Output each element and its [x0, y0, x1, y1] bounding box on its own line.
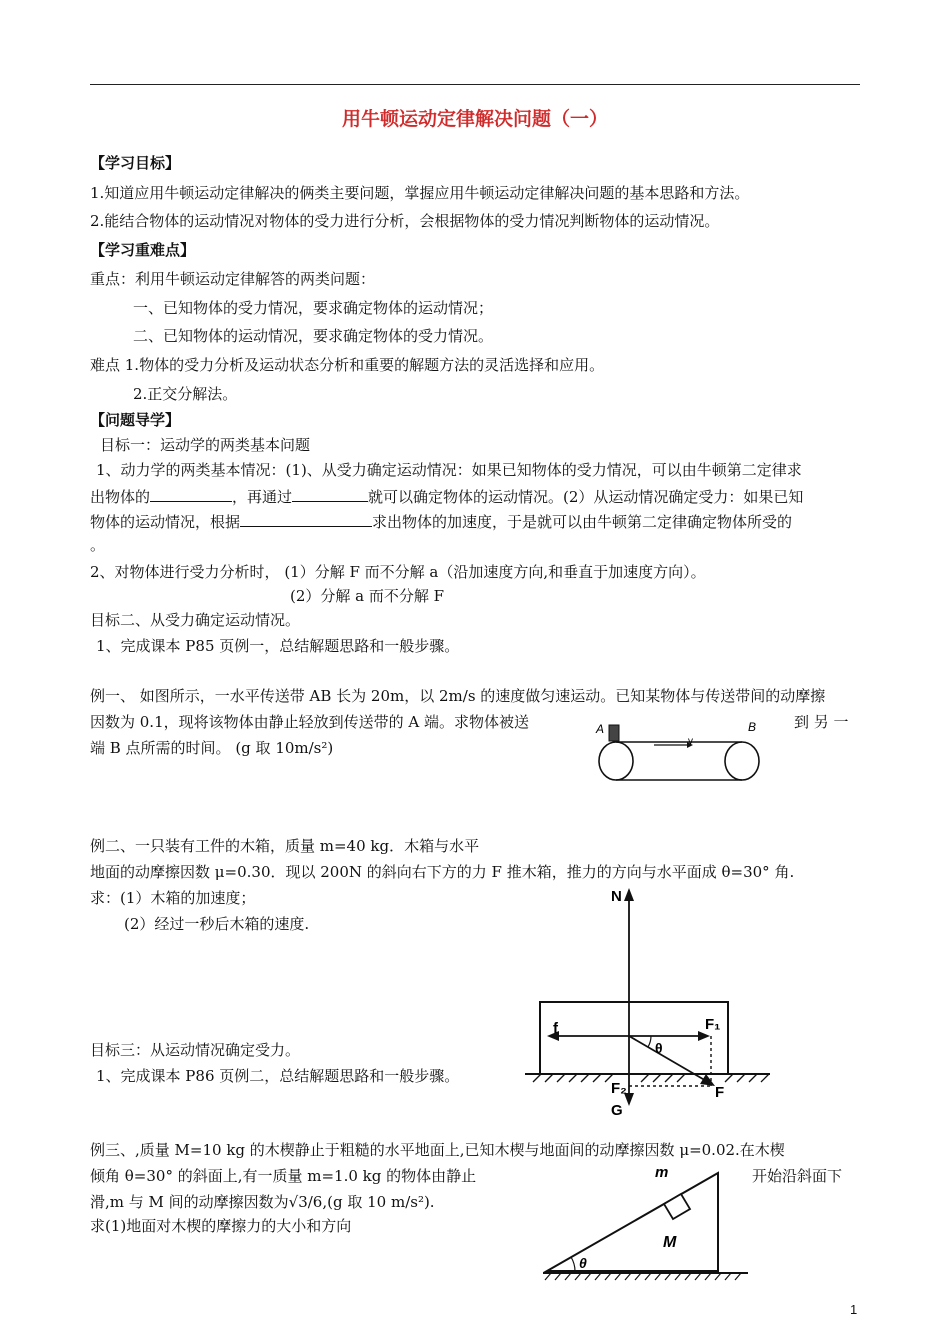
label-theta: θ — [579, 1255, 587, 1271]
goal-one-title: 目标一：运动学的两类基本问题 — [100, 436, 311, 454]
theta-arc — [648, 1036, 651, 1047]
ground-hatch — [635, 1273, 641, 1280]
label-theta: θ — [655, 1040, 663, 1056]
ground-hatch — [695, 1273, 701, 1280]
ground-hatch — [749, 1074, 757, 1082]
label-f2: F₂ — [611, 1080, 627, 1097]
conveyor-figure — [592, 715, 772, 790]
ground-hatch — [545, 1273, 551, 1280]
text-run: ，再通过 — [232, 488, 293, 506]
goal-two-title: 目标二、从受力确定运动情况。 — [90, 611, 301, 629]
guide-heading: 【问题导学】 — [90, 411, 181, 429]
ground-hatch — [625, 1273, 631, 1280]
example-3-line1: 例三、,质量 M=10 kg 的木楔静止于粗糙的水平地面上,已知木楔与地面间的动摩擦因数 μ=0.02.在木楔 — [90, 1141, 785, 1159]
key-item-2: 二、已知物体的运动情况，要求确定物体的受力情况。 — [133, 327, 494, 345]
ground-hatch — [575, 1273, 581, 1280]
ground-hatch — [665, 1273, 671, 1280]
example-3-line3: 滑,m 与 M 间的动摩擦因数为√3/6,(g 取 10 m/s²). — [90, 1193, 435, 1211]
label-f-push: F — [715, 1084, 725, 1101]
blank-1[interactable] — [150, 486, 232, 502]
ground-hatch — [605, 1273, 611, 1280]
example-1-line1: 例一、 如图所示，一水平传送带 AB 长为 20m，以 2m/s 的速度做匀速运动。已知某物体与传送带间的动摩擦 — [90, 687, 826, 705]
ground-hatch — [595, 1273, 601, 1280]
ground-hatch — [565, 1273, 571, 1280]
wedge-body — [547, 1173, 718, 1271]
key-heading: 【学习重难点】 — [90, 241, 196, 259]
ground-hatch — [557, 1074, 565, 1082]
difficulty-2: 2.正交分解法。 — [133, 385, 238, 403]
goal-1: 1.知道应用牛顿运动定律解决的俩类主要问题，掌握应用牛顿运动定律解决问题的基本思路和方法。 — [90, 184, 750, 202]
box-force-diagram — [525, 885, 775, 1120]
example-3-line2: 倾角 θ=30° 的斜面上,有一质量 m=1.0 kg 的物体由静止 — [90, 1167, 477, 1185]
goal-one-p1-line2 — [90, 486, 803, 507]
header-rule — [90, 84, 860, 85]
ground-hatch — [593, 1074, 601, 1082]
ground-hatch — [665, 1074, 673, 1082]
example-3-line2-end: 开始沿斜面下 — [752, 1167, 843, 1185]
ground-hatch — [685, 1273, 691, 1280]
label-b: B — [748, 720, 757, 734]
label-m-large: M — [663, 1234, 677, 1251]
normal-arrowhead-icon — [624, 888, 634, 901]
theta-arc — [571, 1257, 575, 1271]
goal-three-title: 目标三：从运动情况确定受力。 — [90, 1041, 301, 1059]
blank-2[interactable] — [292, 486, 368, 502]
ground-hatch — [645, 1273, 651, 1280]
label-f-friction: f — [553, 1020, 558, 1037]
text-run: 就可以确定物体的运动情况。(2）从运动情况确定受力：如果已知 — [368, 488, 804, 506]
ground-hatch — [653, 1074, 661, 1082]
ground-hatch — [533, 1074, 541, 1082]
text-run: 物体的运动情况，根据 — [90, 513, 241, 531]
goal-one-p1-line3 — [90, 511, 792, 532]
ground-hatch — [705, 1273, 711, 1280]
ground-hatch — [735, 1273, 741, 1280]
ground-hatch — [715, 1273, 721, 1280]
difficulty-1: 难点 1.物体的受力分析及运动状态分析和重要的解题方法的灵活选择和应用。 — [90, 356, 605, 374]
ground-hatch — [675, 1273, 681, 1280]
label-v: v — [688, 736, 693, 747]
ground-hatch — [761, 1074, 769, 1082]
small-block — [664, 1194, 690, 1219]
goal-three-task: 1、完成课本 P86 页例二，总结解题思路和一般步骤。 — [96, 1067, 460, 1085]
label-f1: F₁ — [705, 1016, 721, 1033]
example-1-line3: 端 B 点所需的时间。 (g 取 10m/s²) — [90, 739, 334, 757]
goal-one-p1-line1: 1、动力学的两类基本情况：(1)、从受力确定运动情况：如果已知物体的受力情况，可以由牛顿第二定律求 — [96, 461, 802, 479]
ground-hatch — [725, 1273, 731, 1280]
label-n: N — [611, 888, 622, 905]
ground-hatch — [641, 1074, 649, 1082]
ground-hatch — [545, 1074, 553, 1082]
label-m-small: m — [655, 1164, 669, 1181]
label-a: A — [596, 722, 605, 736]
text-run: 求出物体的加速度，于是就可以由牛顿第二定律确定物体所受的 — [372, 513, 793, 531]
example-1-line2: 因数为 0.1，现将该物体由静止轻放到传送带的 A 端。求物体被送 — [90, 713, 529, 731]
ground-hatch — [725, 1074, 733, 1082]
goal-one-p1-line4: 。 — [90, 536, 106, 554]
ground-hatch — [677, 1074, 685, 1082]
ground-hatch — [615, 1273, 621, 1280]
conveyor-right-roller — [725, 742, 759, 780]
example-1-line2-end: 到 另 一 — [794, 713, 849, 731]
example-3-question-1: 求(1)地面对木楔的摩擦力的大小和方向 — [90, 1217, 352, 1235]
label-g: G — [611, 1102, 623, 1119]
blank-3[interactable] — [240, 511, 372, 527]
goal-one-p2-line1: 2、对物体进行受力分析时， (1）分解 F 而不分解 a（沿加速度方向,和垂直于加速度方向）。 — [90, 563, 706, 581]
ground-hatch — [569, 1074, 577, 1082]
example-2-question-1: 求：(1）木箱的加速度； — [90, 889, 256, 907]
example-2-line1: 例二、一只装有工件的木箱，质量 m=40 kg．木箱与水平 — [90, 837, 480, 855]
push-force-arrowhead-icon — [700, 1074, 715, 1086]
goal-two-task: 1、完成课本 P85 页例一，总结解题思路和一般步骤。 — [96, 637, 460, 655]
text-run: 出物体的 — [90, 488, 151, 506]
ground-hatch — [581, 1074, 589, 1082]
goals-heading: 【学习目标】 — [90, 154, 181, 172]
goal-one-p2-line2: (2）分解 a 而不分解 F — [290, 587, 445, 605]
example-2-line2: 地面的动摩擦因数 μ=0.30．现以 200N 的斜向右下方的力 F 推木箱，推力的方向与水平面成 θ=30° 角. — [90, 863, 795, 881]
example-2-question-2: (2）经过一秒后木箱的速度. — [124, 915, 310, 933]
wedge-figure — [535, 1160, 755, 1285]
ground-hatch — [655, 1273, 661, 1280]
ground-hatch — [555, 1273, 561, 1280]
push-force-arrow-icon — [629, 1036, 708, 1082]
ground-hatch — [585, 1273, 591, 1280]
page-number: 1 — [850, 1302, 858, 1317]
key-item-1: 一、已知物体的受力情况，要求确定物体的运动情况； — [133, 299, 494, 317]
conveyor-left-roller — [599, 742, 633, 780]
object-block — [609, 725, 619, 741]
page-title: 用牛顿运动定律解决问题（一） — [341, 108, 608, 130]
goal-2: 2.能结合物体的运动情况对物体的受力进行分析，会根据物体的受力情况判断物体的运动情况。 — [90, 212, 720, 230]
key-intro: 重点：利用牛顿运动定律解答的两类问题： — [90, 270, 376, 288]
ground-hatch — [737, 1074, 745, 1082]
